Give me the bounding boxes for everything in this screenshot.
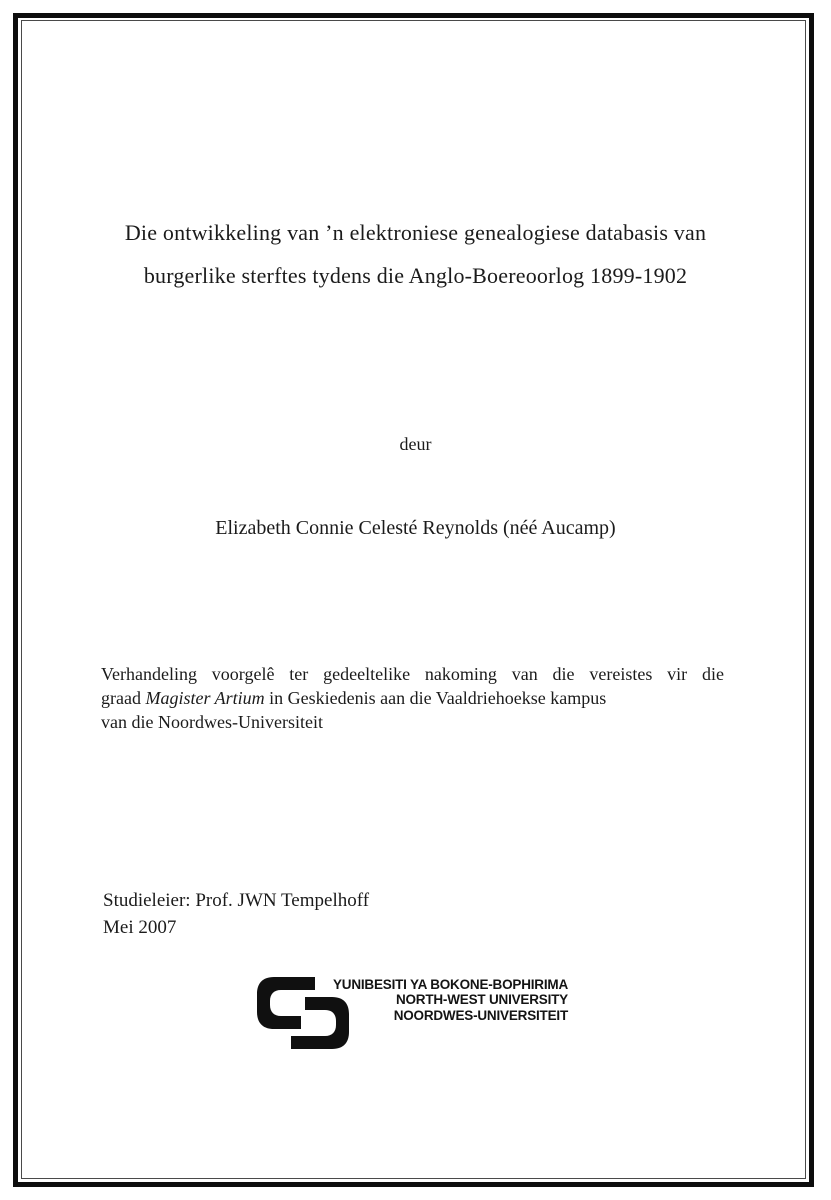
thesis-title-line1: Die ontwikkeling van ’n elektroniese genealogiese databasis van [124, 220, 707, 245]
thesis-title-line2: burgerlike sterftes tydens die Anglo-Boereoorlog 1899-1902 [143, 263, 688, 288]
degree-statement-line2-post: in Geskiedenis aan die Vaaldriehoekse kampus [264, 688, 607, 708]
degree-statement-line2-pre: graad [101, 688, 146, 708]
date-line: Mei 2007 [103, 917, 177, 938]
supervisor-line: Studieleier: Prof. JWN Tempelhoff [103, 890, 370, 911]
thesis-title [0, 211, 831, 297]
degree-statement-line2 [101, 686, 724, 710]
degree-name-italic: Magister Artium [145, 688, 265, 708]
supervisor-block [103, 887, 369, 941]
degree-statement-line1: Verhandeling voorgelê ter gedeeltelike nakoming van die vereistes vir die [101, 664, 724, 684]
degree-statement-line3: van die Noordwes-Universiteit [101, 712, 323, 732]
logo-text-setswana: YUNIBESITI YA BOKONE-BOPHIRIMA [332, 977, 568, 992]
author-name: Elizabeth Connie Celesté Reynolds (néé Aucamp) [215, 517, 616, 539]
university-logo-text [318, 977, 568, 1023]
byline-deur: deur [399, 434, 432, 454]
logo-text-afrikaans: NOORDWES-UNIVERSITEIT [393, 1007, 568, 1023]
logo-text-english: NORTH-WEST UNIVERSITY [395, 992, 568, 1008]
degree-statement [101, 662, 724, 734]
